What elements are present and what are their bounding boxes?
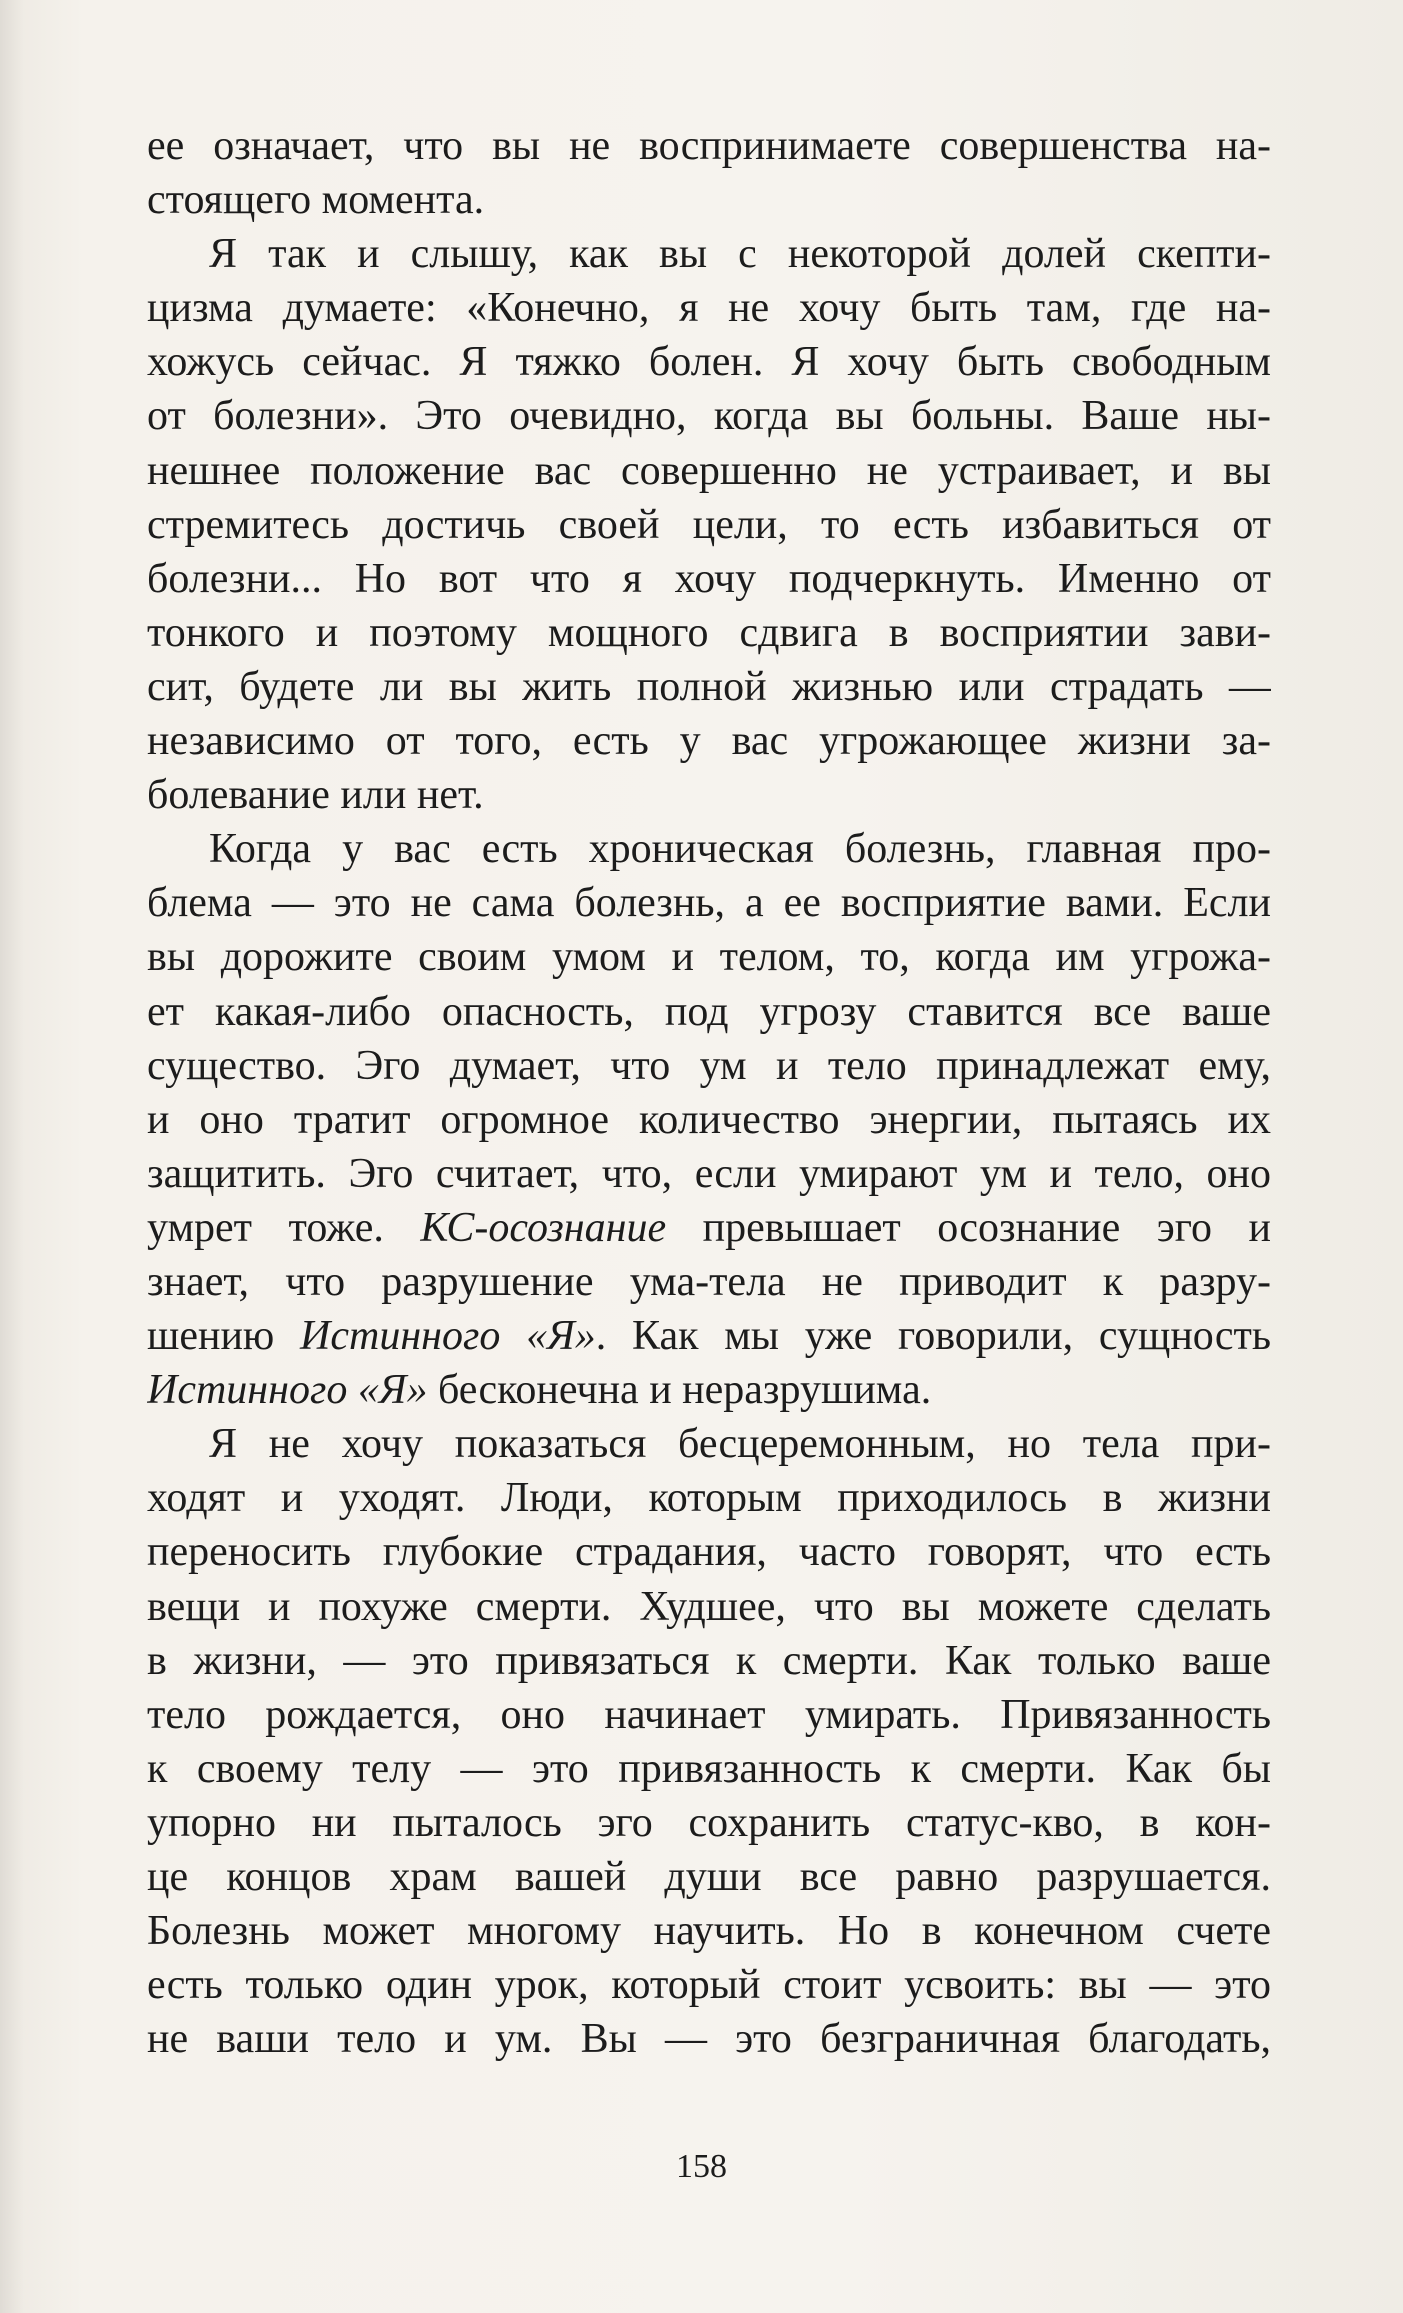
italic-term: КС-осознание: [420, 1204, 667, 1251]
spine-shadow: [0, 0, 24, 2313]
text-line: [147, 1363, 1271, 1417]
text-line: ет какая-либо опасность, под угрозу ставится все ваше: [147, 988, 1271, 1035]
text-line: це концов храм вашей души все равно разрушается.: [147, 1854, 1271, 1900]
text-line: сит, будете ли вы жить полной жизнью или страдать —: [147, 663, 1271, 710]
text-line: Я не хочу показаться бесцеремонным, но тела при-: [209, 1421, 1271, 1468]
text-line: нешнее положение вас совершенно не устраивает, и вы: [147, 447, 1271, 494]
italic-term: Истинного «Я»: [300, 1313, 596, 1360]
page-number: 158: [676, 2148, 727, 2185]
text-line: стремитесь достичь своей цели, то есть избавиться от: [147, 501, 1271, 548]
text-line: [147, 1201, 1271, 1255]
text-line: существо. Эго думает, что ум и тело принадлежат ему,: [147, 1042, 1271, 1089]
text-line: [147, 1309, 1271, 1363]
text-line: болевание или нет.: [147, 772, 484, 819]
text-line: ходят и уходят. Люди, которым приходилось в жизни: [147, 1475, 1271, 1522]
text-line: Болезнь может многому научить. Но в конечном счете: [147, 1908, 1271, 1955]
text-line: упорно ни пыталось эго сохранить статус-кво, в кон-: [147, 1799, 1271, 1846]
text-line: Я так и слышу, как вы с некоторой долей скепти-: [209, 231, 1271, 278]
italic-term: Истинного «Я»: [147, 1367, 428, 1414]
text-line: хожусь сейчас. Я тяжко болен. Я хочу быть свободным: [147, 339, 1271, 386]
text-line: тонкого и поэтому мощного сдвига в восприятии зави-: [147, 609, 1271, 656]
text-line: цизма думаете: «Конечно, я не хочу быть там, где на-: [147, 285, 1271, 332]
text-line: не ваши тело и ум. Вы — это безграничная благодать,: [147, 2016, 1271, 2063]
text-segment: бесконечна и неразрушима.: [427, 1367, 932, 1414]
text-line: к своему телу — это привязанность к смерти. Как бы: [147, 1745, 1271, 1792]
text-line: знает, что разрушение ума-тела не приводит к разру-: [147, 1258, 1271, 1305]
text-line: тело рождается, оно начинает умирать. Привязанность: [147, 1691, 1271, 1738]
text-line: блема — это не сама болезнь, а ее восприятие вами. Если: [147, 880, 1271, 927]
text-segment: превышает осознание эго и: [666, 1204, 1271, 1251]
text-line: переносить глубокие страдания, часто говорят, что есть: [147, 1529, 1271, 1576]
text-line: вы дорожите своим умом и телом, то, когда им угрожа-: [147, 934, 1271, 981]
text-line: стоящего момента.: [147, 177, 485, 224]
text-line: есть только один урок, который стоит усвоить: вы — это: [147, 1962, 1271, 2009]
text-line: Когда у вас есть хроническая болезнь, главная про-: [209, 826, 1271, 873]
text-line: вещи и похуже смерти. Худшее, что вы можете сделать: [147, 1583, 1271, 1630]
text-segment: . Как мы уже говорили, сущность: [595, 1313, 1271, 1360]
body-text: [147, 119, 1271, 2066]
text-line: в жизни, — это привязаться к смерти. Как только ваше: [147, 1637, 1271, 1684]
text-segment: умрет тоже.: [147, 1204, 421, 1251]
text-segment: шению: [147, 1313, 301, 1360]
text-line: защитить. Эго считает, что, если умирают ум и тело, оно: [147, 1150, 1271, 1197]
text-line: и оно тратит огромное количество энергии, пытаясь их: [147, 1096, 1271, 1143]
text-line: болезни... Но вот что я хочу подчеркнуть. Именно от: [147, 555, 1271, 602]
text-line: независимо от того, есть у вас угрожающее жизни за-: [147, 718, 1271, 765]
text-line: ее означает, что вы не воспринимаете совершенства на-: [147, 123, 1271, 169]
text-line: от болезни». Это очевидно, когда вы больны. Ваше ны-: [147, 393, 1271, 440]
